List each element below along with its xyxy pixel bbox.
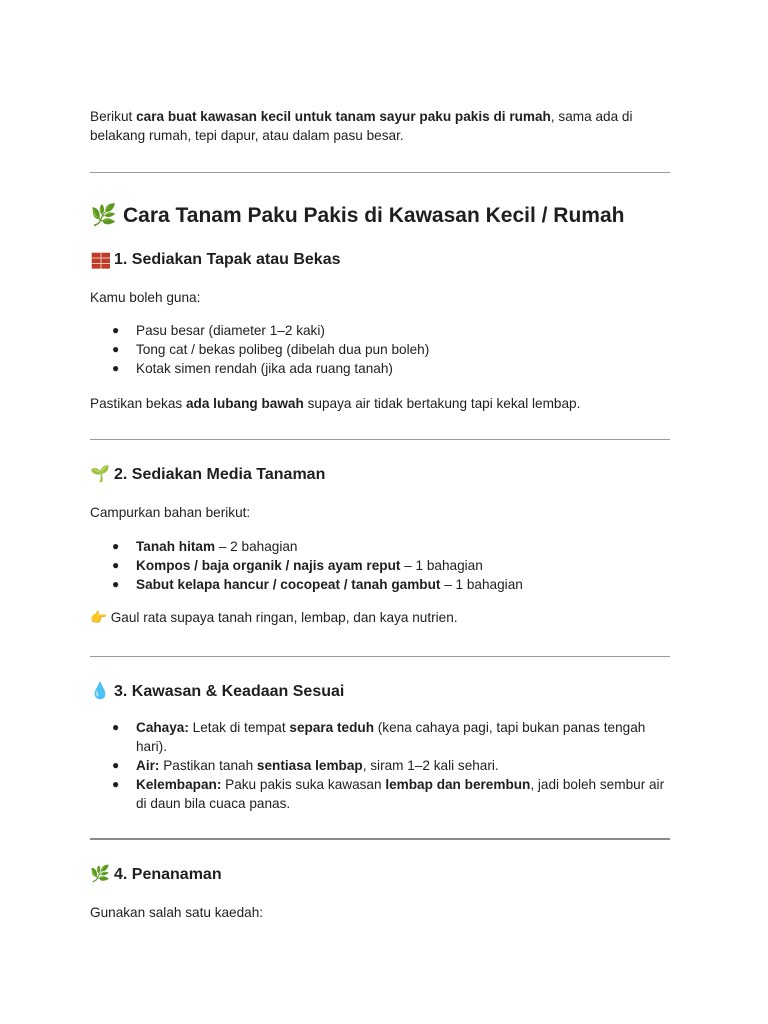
section-1-list: [90, 321, 674, 378]
pointing-hand-icon: 👉: [90, 610, 107, 625]
list-item: [90, 718, 674, 756]
list-item-text: (kena cahaya pagi, tapi bukan panas tengah hari).: [136, 720, 646, 754]
list-item-bold: Tanah hitam: [136, 539, 216, 554]
bullet-icon: ●: [112, 577, 120, 591]
divider: [90, 172, 670, 173]
list-item-text: Kotak simen rendah (jika ada ruang tanah): [136, 361, 393, 376]
list-item-bold: Kompos / baja organik / najis ayam reput: [136, 558, 401, 573]
section-1-heading-text: 1. Sediakan Tapak atau Bekas: [114, 251, 341, 268]
list-item: [90, 340, 674, 359]
list-item-text: , siram 1–2 kali sehari.: [362, 758, 499, 773]
list-item: [90, 359, 674, 378]
intro-paragraph: [90, 107, 672, 145]
section-4-lead: Gunakan salah satu kaedah:: [90, 905, 264, 920]
section-2-lead: Campurkan bahan berikut:: [90, 505, 251, 520]
tip-text: Gaul rata supaya tanah ringan, lembap, dan kaya nutrien.: [106, 610, 458, 625]
bullet-icon: ●: [112, 323, 120, 337]
section-2-heading-text: 2. Sediakan Media Tanaman: [114, 466, 326, 483]
divider: [90, 656, 670, 657]
list-item-text: Paku pakis suka kawasan: [221, 777, 386, 792]
section-4-heading-text: 4. Penanaman: [114, 866, 222, 883]
herb-icon: 🌿: [90, 204, 118, 227]
section-3-heading-text: 3. Kawasan & Keadaan Sesuai: [114, 683, 345, 700]
intro-text-end: , sama ada di belakang rumah, tepi dapur, atau dalam pasu besar.: [90, 109, 633, 143]
list-item-text: – 1 bahagian: [400, 558, 483, 573]
section-1-note: [90, 394, 580, 413]
list-item-label: Kelembapan:: [136, 777, 222, 792]
divider: [90, 439, 670, 440]
section-2-list: [90, 537, 674, 594]
bullet-icon: ●: [112, 758, 120, 772]
list-item: [90, 575, 674, 594]
bullet-icon: ●: [112, 539, 120, 553]
list-item: [90, 321, 674, 340]
bullet-icon: ●: [112, 558, 120, 572]
section-1-lead: Kamu boleh guna:: [90, 290, 201, 305]
section-1-heading: [90, 249, 340, 271]
seedling-icon: 🌱: [90, 466, 110, 483]
list-item-bold: lembap dan berembun: [385, 777, 531, 792]
list-item-label: Air:: [136, 758, 160, 773]
note-text-start: Pastikan bekas: [90, 396, 186, 411]
bullet-icon: ●: [112, 342, 120, 356]
main-title-text: Cara Tanam Paku Pakis di Kawasan Kecil / Rumah: [123, 204, 625, 227]
main-title: [90, 202, 624, 230]
note-text-bold: ada lubang bawah: [185, 396, 304, 411]
herb-icon: 🌿: [90, 866, 110, 883]
section-3-list: [90, 718, 674, 813]
intro-text-bold: cara buat kawasan kecil untuk tanam sayur paku pakis di rumah: [136, 109, 551, 124]
divider: [90, 838, 670, 840]
list-item-text: , jadi boleh sembur air di daun bila cuaca panas.: [136, 777, 665, 811]
list-item-text: Pastikan tanah: [159, 758, 257, 773]
brick-icon: [90, 250, 110, 270]
section-4-heading: [90, 864, 222, 886]
list-item: [90, 775, 674, 813]
list-item-bold: Sabut kelapa hancur / cocopeat / tanah gambut: [136, 577, 441, 592]
droplet-icon: 💧: [90, 683, 110, 700]
list-item: [90, 537, 674, 556]
list-item-text: – 1 bahagian: [440, 577, 523, 592]
list-item-text: Tong cat / bekas polibeg (dibelah dua pun boleh): [136, 342, 430, 357]
bullet-icon: ●: [112, 777, 120, 791]
section-2-tip: [90, 608, 458, 627]
section-3-heading: [90, 681, 344, 703]
list-item: [90, 756, 674, 775]
list-item-bold: sentiasa lembap: [256, 758, 363, 773]
note-text-end: supaya air tidak bertakung tapi kekal lembap.: [303, 396, 581, 411]
list-item: [90, 556, 674, 575]
list-item-text: Pasu besar (diameter 1–2 kaki): [136, 323, 325, 338]
bullet-icon: ●: [112, 361, 120, 375]
list-item-bold: separa teduh: [289, 720, 374, 735]
list-item-text: – 2 bahagian: [215, 539, 298, 554]
bullet-icon: ●: [112, 720, 120, 734]
list-item-label: Cahaya:: [136, 720, 189, 735]
intro-text-start: Berikut: [90, 109, 137, 124]
section-2-heading: [90, 464, 325, 486]
list-item-text: Letak di tempat: [188, 720, 290, 735]
